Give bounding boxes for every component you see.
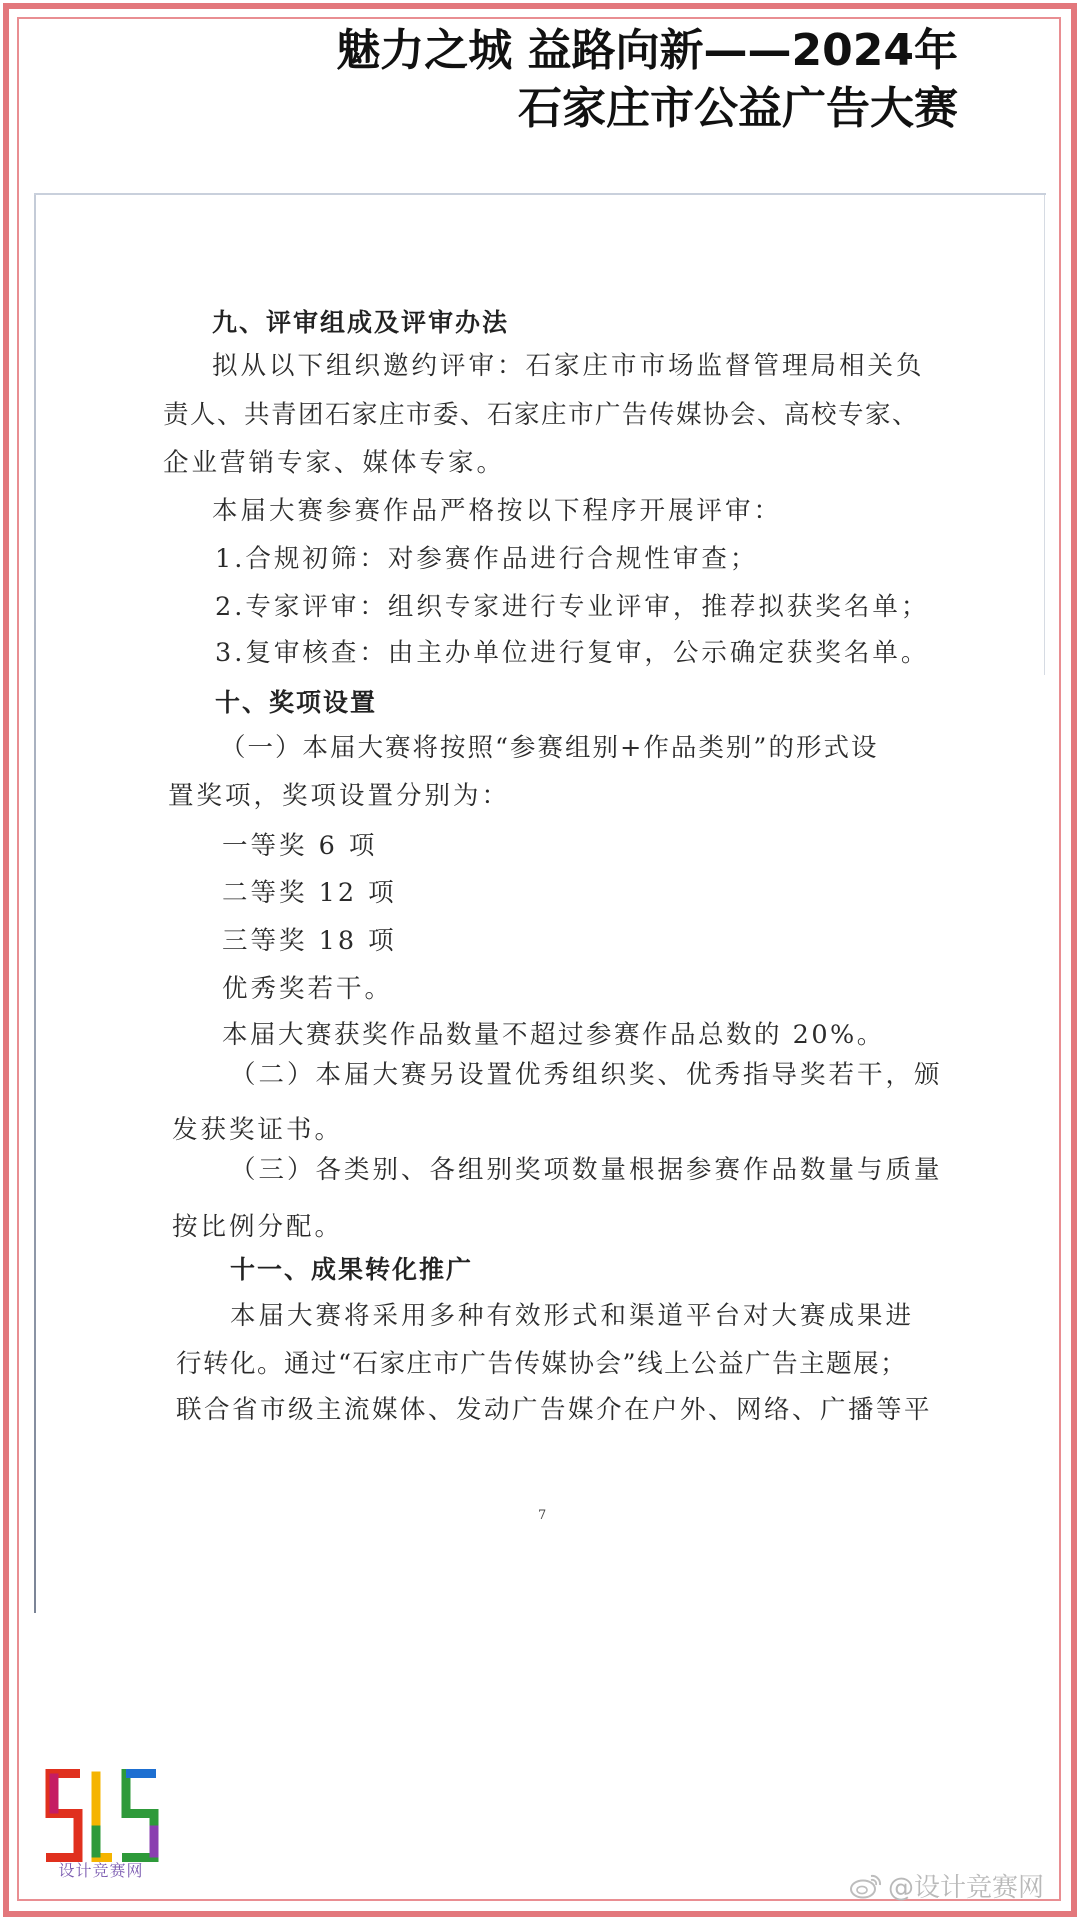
text-line: 发获奖证书。 (172, 1115, 344, 1145)
award-excellence: 优秀奖若干。 (222, 974, 394, 1004)
text-line: 1.合规初筛：对参赛作品进行合规性审查； (215, 544, 759, 574)
text-line: 责人、共青团石家庄市委、石家庄市广告传媒协会、高校专家、 (163, 400, 920, 430)
text-line: 企业营销专家、媒体专家。 (163, 448, 506, 478)
text-line: 置奖项，奖项设置分别为： (168, 781, 511, 811)
text-line: 本届大赛获奖作品数量不超过参赛作品总数的 20%。 (222, 1020, 885, 1050)
scan-edge (34, 195, 36, 1613)
text-line: 行转化。通过“石家庄市广告传媒协会”线上公益广告主题展； (176, 1349, 908, 1379)
text-line: （二）本届大赛另设置优秀组织奖、优秀指导奖若干，颁 (230, 1060, 943, 1090)
page-title (336, 22, 958, 138)
text-line: 联合省市级主流媒体、发动广告媒介在户外、网络、广播等平 (176, 1395, 933, 1425)
section-heading-10: 十、奖项设置 (215, 688, 378, 717)
award-second-prize: 二等奖 12 项 (222, 878, 397, 908)
text-line: （一）本届大赛将按照“参赛组别+作品类别”的形式设 (220, 733, 879, 763)
award-third-prize: 三等奖 18 项 (222, 926, 397, 956)
text-line: 2.专家评审：组织专家进行专业评审，推荐拟获奖名单； (215, 592, 930, 622)
text-line: （三）各类别、各组别奖项数量根据参赛作品数量与质量 (230, 1155, 943, 1185)
text-line: 3.复审核查：由主办单位进行复审，公示确定获奖名单。 (215, 638, 930, 668)
logo-caption: 设计竞赛网 (58, 1861, 144, 1880)
title-line-2: 石家庄市公益广告大赛 (518, 83, 958, 134)
text-line: 本届大赛参赛作品严格按以下程序开展评审： (212, 496, 783, 526)
weibo-icon (850, 1873, 882, 1899)
section-heading-9: 九、评审组成及评审办法 (212, 308, 510, 337)
section-heading-11: 十一、成果转化推广 (230, 1255, 474, 1284)
award-first-prize: 一等奖 6 项 (222, 831, 378, 861)
page-number: 7 (538, 1508, 547, 1523)
text-line: 本届大赛将采用多种有效形式和渠道平台对大赛成果进 (230, 1301, 915, 1331)
scan-edge (1044, 195, 1045, 675)
title-line-1: 魅力之城 益路向新——2024年 (336, 25, 958, 76)
watermark (850, 1867, 1044, 1904)
text-line: 按比例分配。 (172, 1212, 344, 1242)
text-line: 拟从以下组织邀约评审：石家庄市市场监督管理局相关负 (212, 351, 925, 381)
watermark-text: @设计竞赛网 (887, 1873, 1044, 1903)
